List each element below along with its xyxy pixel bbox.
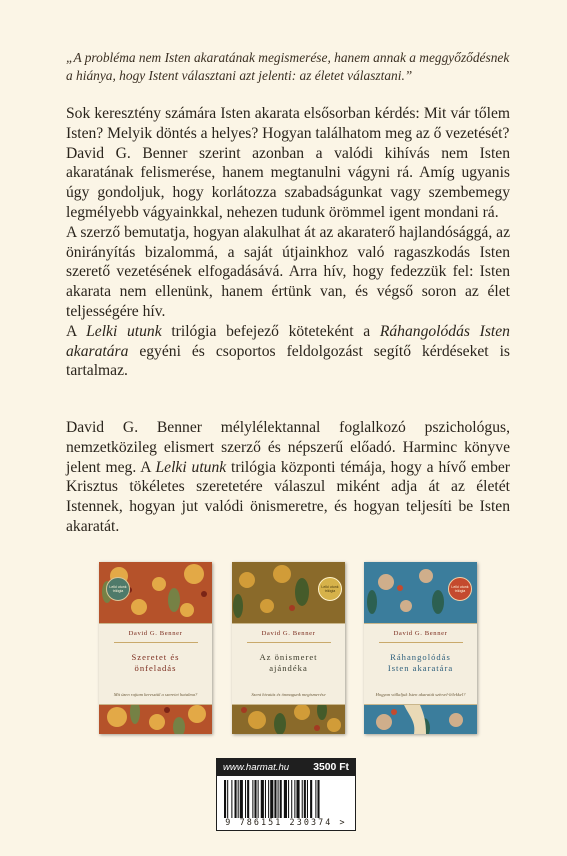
p4-text-a: A [66, 322, 87, 340]
book-cover-2 [232, 562, 345, 734]
book-title-line-1: Szeretet és [131, 652, 180, 662]
book-title-line-1: Az önismeret [259, 652, 318, 662]
price-barcode-box [216, 758, 356, 831]
book-cover-3 [364, 562, 477, 734]
series-badge: Lelki utunk trilógia [448, 577, 472, 601]
book-subtitle: Mit üzen rajtam keresztül a szeretet hatalma? [113, 692, 198, 697]
book-title-line-2: önfeladás [134, 663, 177, 673]
bio-text-a: David G. Benner mélylélektannal foglalkozó pszichológus, nemzetközileg elismert szerző és népszerű előadó. Harminc könyve jelent meg. A [66, 419, 510, 476]
book-author: David G. Benner [128, 630, 183, 637]
epigraph-quote: „A probléma nem Isten akaratának megismerése, hanem annak a meggyőződésnek a hiánya, hogy Istent választani azt jelenti: az életet választani.” [66, 50, 510, 83]
book-subtitle: Hogyan vállaljuk Isten akaratát szívvel-lélekkel? [375, 692, 466, 697]
price-label: 3500 Ft [313, 762, 349, 773]
title-plate [364, 623, 477, 705]
book-author: David G. Benner [261, 630, 316, 637]
title-plate [232, 623, 345, 705]
book-author: David G. Benner [393, 630, 448, 637]
paragraph-4 [66, 322, 510, 381]
divider [247, 642, 331, 643]
title-plate [99, 623, 212, 705]
isbn-number: 9 786151 230374 > [225, 817, 347, 827]
series-badge: Lelki utunk trilógia [318, 577, 342, 601]
book-subtitle: Szent hivatás és önmagunk megismerése [251, 692, 326, 697]
book-title-ref: Ráhangolódás Isten akaratára [66, 322, 510, 360]
paragraph-3: A szerző bemutatja, hogyan alakulhat át az akaraterő hajlandósággá, az önirányítás bizalommá, a saját útjainkhoz való ragaszkodás Isten szerető vezetésének elfogadásává. Arra hív, hogy fedezzük fel: Isten akarata nem ellenünk, hanem értünk van, és végső soron az élet teljességére hív. [66, 223, 510, 320]
bio-text-b: trilógia központi témája, hogy a hívő ember Krisztus tökéletes szeretetére válaszul miként adja át az életét Istennek, hogyan jut valódi önismeretre, és hogyan teljesíti be Isten akaratát. [66, 458, 510, 535]
paragraph-1: Sok keresztény számára Isten akarata elsősorban kérdés: Mit vár tőlem Isten? Melyik döntés a helyes? Hogyan találhatom meg az ő vezetését? [66, 105, 510, 142]
trilogy-covers [0, 562, 567, 736]
bio-series-title: Lelki utunk [155, 458, 227, 476]
book-cover-1 [99, 562, 212, 734]
book-title-line-2: ajándéka [269, 663, 308, 673]
author-bio [66, 418, 510, 537]
divider [114, 642, 198, 643]
book-title-line-2: Isten akaratára [387, 663, 454, 673]
book-title-line-1: Ráhangolódás [390, 652, 451, 662]
description-block [66, 104, 510, 381]
divider [379, 642, 463, 643]
p4-text-b: trilógia befejező köteteként a [161, 322, 380, 340]
price-strip [217, 759, 355, 776]
p4-text-c: egyéni és csoportos feldolgozást segítő kérdéseket is tartalmaz. [66, 342, 510, 380]
series-title: Lelki utunk [86, 322, 162, 340]
paragraph-2: David G. Benner szerint azonban a valódi kihívás nem Isten akaratának felismerése, hanem megtanulni vágyni rá. Amíg ugyanis úgy gondoljuk, hogy korlátozza szabadságunkat vagy szembemegy legmélyebb vágyainkkal, nehezen tudunk örömmel igent mondani rá. [66, 144, 510, 221]
publisher-url: www.harmat.hu [223, 762, 290, 773]
barcode [222, 780, 352, 818]
series-badge: Lelki utunk trilógia [106, 577, 130, 601]
bio-paragraph [66, 418, 510, 537]
